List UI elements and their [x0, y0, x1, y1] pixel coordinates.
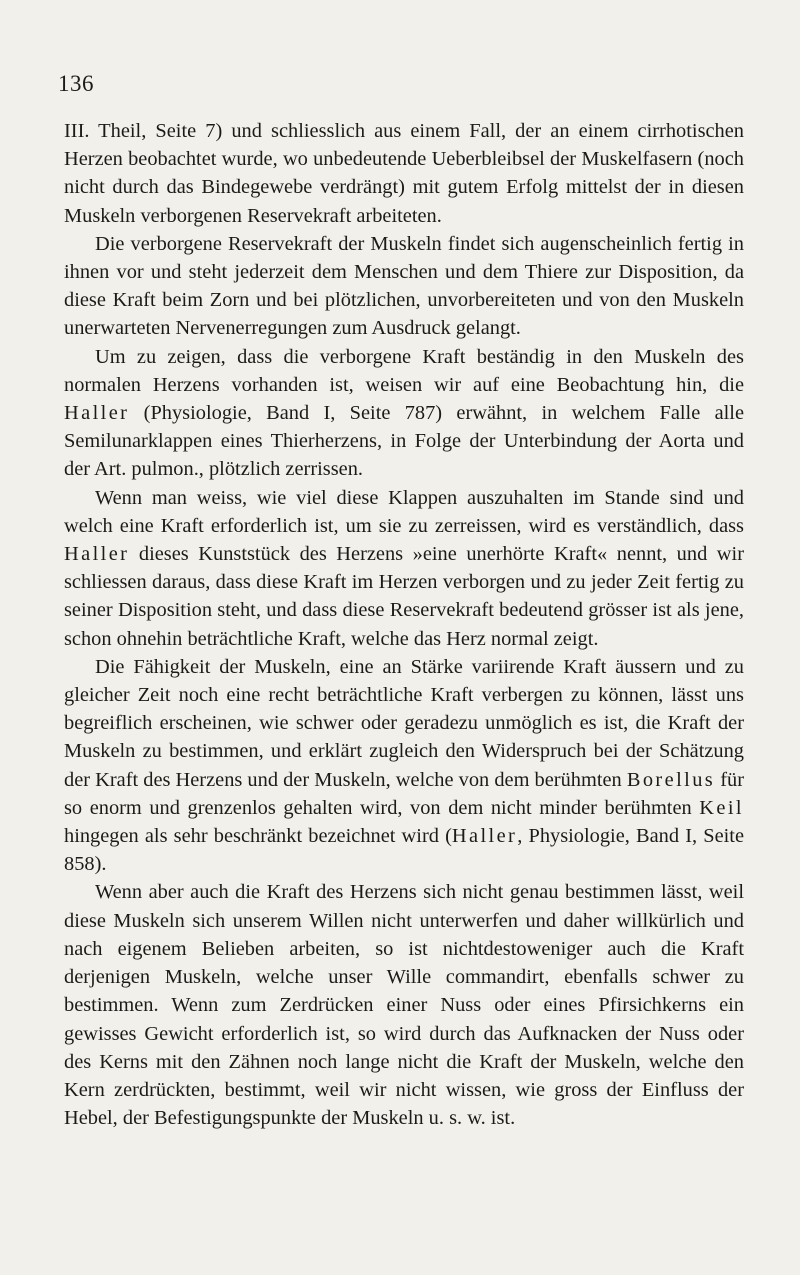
- author-name-haller: Haller: [64, 402, 130, 425]
- author-name-haller: Haller: [451, 825, 518, 848]
- body-text: [64, 117, 744, 1132]
- paragraph-4: [64, 484, 744, 653]
- author-name-keil: Keil: [699, 796, 744, 819]
- paragraph-4-text-start: Wenn man weiss, wie viel diese Klappen auszuhalten im Stande sind und welch eine Kraft erforderlich ist, um sie zu zerreissen, wird es verständlich, dass: [64, 486, 744, 537]
- author-name-borellus: Borellus: [626, 768, 716, 791]
- author-name-haller: Haller: [64, 543, 130, 566]
- paragraph-6: [64, 878, 744, 1132]
- paragraph-5-text-start: Die Fähigkeit der Muskeln, eine an Stärke variirende Kraft äussern und zu gleicher Zeit noch eine recht beträchtliche Kraft verbergen zu können, lässt uns begreiflich erscheinen, wie schwer oder geradezu unmöglich es ist, die Kraft der Muskeln zu bestimmen, und erklärt zugleich den Widerspruch bei der Schätzung der Kraft des Herzens und der Muskeln, welche von dem berühmten: [64, 655, 744, 791]
- paragraph-2-text: Die verborgene Reservekraft der Muskeln findet sich augenscheinlich fertig in ihnen vor und steht jederzeit dem Menschen und dem Thiere zur Disposition, da diese Kraft beim Zorn und bei plötzlichen, unvorbereiteten und von den Muskeln unerwarteten Nervenerregungen zum Ausdruck gelangt.: [64, 232, 744, 340]
- paragraph-4-text-end: dieses Kunststück des Herzens »eine unerhörte Kraft« nennt, und wir schliessen daraus, dass diese Kraft im Herzen verborgen und zu jeder Zeit fertig zu seiner Disposition steht, und dass diese Reservekraft bedeutend grösser ist als jene, schon ohnehin beträchtliche Kraft, welche das Herz normal zeigt.: [64, 543, 744, 650]
- paragraph-5-text-middle-2: hingegen als sehr beschränkt bezeichnet wird (: [64, 825, 452, 848]
- paragraph-5: [64, 653, 744, 879]
- paragraph-5-text-middle: für so enorm und grenzenlos gehalten wird, von dem nicht minder berühmten: [64, 768, 745, 819]
- paragraph-2: [64, 230, 744, 343]
- paragraph-3-text-end: (Physiologie, Band I, Seite 787) erwähnt, in welchem Falle alle Semilunarklappen eines Thierherzens, in Folge der Unterbindung der Aorta und der Art. pulmon., plötzlich zerrissen.: [64, 402, 744, 481]
- paragraph-1: [64, 117, 744, 230]
- paragraph-3-text-start: Um zu zeigen, dass die verborgene Kraft beständig in den Muskeln des normalen Herzens vorhanden ist, weisen wir auf eine Beobachtung hin, die: [64, 345, 744, 396]
- page-number: 136: [58, 71, 94, 96]
- paragraph-1-text: III. Theil, Seite 7) und schliesslich aus einem Fall, der an einem cirrhotischen Herzen beobachtet wurde, wo unbedeutende Ueberbleibsel der Muskelfasern (noch nicht durch das Bindegewebe verdrängt) mit gutem Erfolg mittelst der in diesen Muskeln verborgenen Reservekraft arbeiteten.: [64, 120, 744, 227]
- paragraph-3: [64, 343, 744, 484]
- paragraph-5-text-end: , Physiologie, Band I, Seite 858).: [64, 825, 744, 876]
- paragraph-6-text: Wenn aber auch die Kraft des Herzens sich nicht genau bestimmen lässt, weil diese Muskeln sich unserem Willen nicht unterwerfen und daher willkürlich und nach eigenem Belieben arbeiten, so ist nichtdestoweniger auch die Kraft derjenigen Muskeln, welche unser Wille commandirt, ebenfalls schwer zu bestimmen. Wenn zum Zerdrücken einer Nuss oder eines Pfirsichkerns ein gewisses Gewicht erforderlich ist, so wird durch das Aufknacken der Nuss oder des Kerns mit den Zähnen noch lange nicht die Kraft der Muskeln, welche den Kern zerdrückten, bestimmt, weil wir nicht wissen, wie gross der Einfluss der Hebel, der Befestigungspunkte der Muskeln u. s. w. ist.: [64, 881, 744, 1130]
